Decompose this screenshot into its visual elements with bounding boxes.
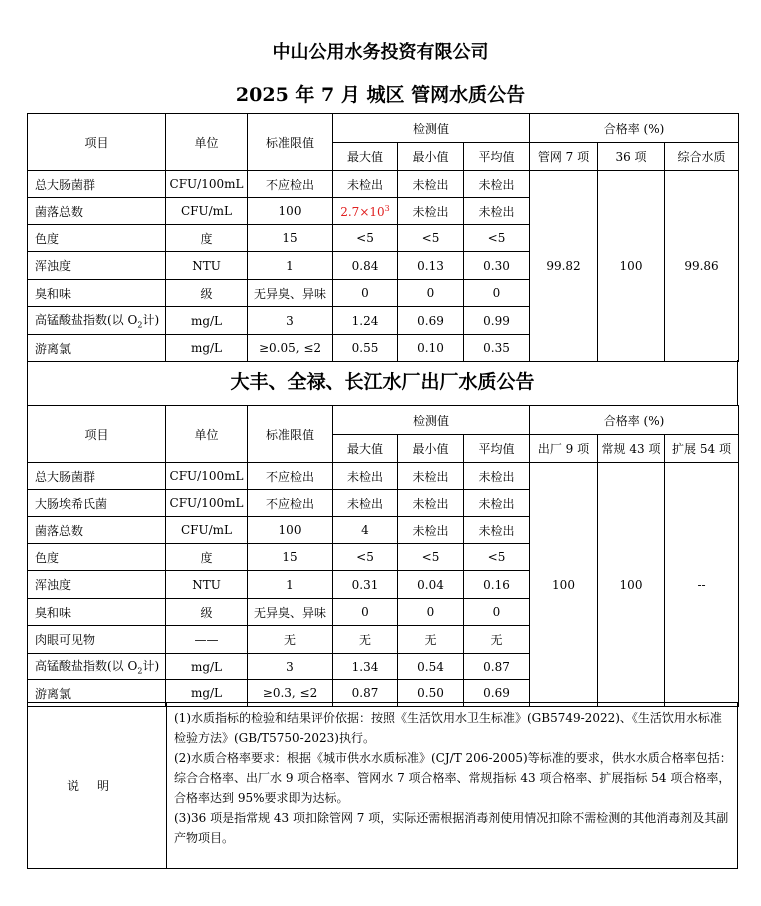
header-avg: 平均值 [464,143,530,171]
table-row [28,171,739,198]
header-max: 最大值 [333,435,398,463]
cell-limit: 无异臭、异味 [248,599,333,626]
cell-limit: 无 [248,626,333,654]
cell-avg: 0.35 [464,335,530,362]
cell-limit: 100 [248,198,333,225]
cell-unit: —— [166,626,248,654]
header-item: 项目 [28,114,166,171]
cell-avg: 0.69 [464,680,530,707]
cell-unit: 度 [166,225,248,252]
report-title: 2025 年 7 月 城区 管网水质公告 [235,84,526,106]
cell-min: 未检出 [398,490,464,517]
header-rate-col: 管网 7 项 [530,143,598,171]
cell-limit: ≥0.3, ≤2 [248,680,333,707]
cell-min: 0.04 [398,571,464,599]
cell-item: 游离氯 [28,680,166,707]
cell-unit: mg/L [166,654,248,680]
cell-avg: 0 [464,280,530,307]
header-limit: 标准限值 [248,114,333,171]
cell-min: 未检出 [398,517,464,544]
cell-unit: CFU/mL [166,198,248,225]
cell-max: 0 [333,599,398,626]
table-row [28,463,739,490]
cell-item: 总大肠菌群 [28,463,166,490]
note-item: (2)水质合格率要求：根据《城市供水水质标准》(CJ/T 206-2005)等标准的要求，供水水质合格率包括：综合合格率、出厂水 9 项合格率、管网水 7 项合格率、常规指标 43 项合格率、扩展指标 54 项合格率，合格率达到 95%要求即为达标。 [174,751,732,805]
cell-avg: 0.16 [464,571,530,599]
cell-min: 0.13 [398,252,464,280]
cell-avg: 未检出 [464,463,530,490]
cell-avg: 未检出 [464,171,530,198]
cell-max: <5 [333,544,398,571]
cell-limit: 15 [248,544,333,571]
cell-max: 0.55 [333,335,398,362]
cell-unit: CFU/100mL [166,171,248,198]
header-rate-col: 36 项 [598,143,665,171]
cell-avg: 0.99 [464,307,530,335]
cell-unit: mg/L [166,680,248,707]
cell-unit: mg/L [166,335,248,362]
header-measured: 检测值 [333,406,530,435]
cell-max: 未检出 [333,171,398,198]
header-limit: 标准限值 [248,406,333,463]
notes-text [174,708,732,848]
cell-limit: 1 [248,571,333,599]
header-rate-col: 出厂 9 项 [530,435,598,463]
cell-min: <5 [398,225,464,252]
cell-avg: 无 [464,626,530,654]
cell-limit: 3 [248,654,333,680]
cell-item: 大肠埃希氏菌 [28,490,166,517]
header-rate-col: 扩展 54 项 [665,435,739,463]
cell-max: 0.84 [333,252,398,280]
cell-unit: mg/L [166,307,248,335]
cell-unit: NTU [166,571,248,599]
cell-max: 0.31 [333,571,398,599]
cell-limit: 3 [248,307,333,335]
pass-rate-value: 100 [598,463,665,707]
cell-max: 1.34 [333,654,398,680]
notes-section [27,702,738,869]
cell-unit: NTU [166,252,248,280]
cell-min: 无 [398,626,464,654]
cell-item: 总大肠菌群 [28,171,166,198]
cell-unit: 级 [166,280,248,307]
cell-max: 无 [333,626,398,654]
header-unit: 单位 [166,406,248,463]
pass-rate-value: 100 [598,171,665,362]
cell-max: 0.87 [333,680,398,707]
cell-avg: <5 [464,225,530,252]
cell-limit: 无异臭、异味 [248,280,333,307]
cell-min: 未检出 [398,463,464,490]
cell-item: 游离氯 [28,335,166,362]
header-avg: 平均值 [464,435,530,463]
cell-item: 色度 [28,225,166,252]
header-pass-rate: 合格率 (%) [530,406,739,435]
cell-min: 0 [398,599,464,626]
network-water-quality-table [27,113,739,362]
cell-avg: 0.87 [464,654,530,680]
cell-min: <5 [398,544,464,571]
cell-item: 肉眼可见物 [28,626,166,654]
header-rate-col: 综合水质 [665,143,739,171]
cell-item: 菌落总数 [28,198,166,225]
cell-item: 浑浊度 [28,252,166,280]
cell-avg: 0.30 [464,252,530,280]
header-rate-col: 常规 43 项 [598,435,665,463]
cell-min: 0.10 [398,335,464,362]
header-min: 最小值 [398,143,464,171]
cell-limit: 不应检出 [248,490,333,517]
header-min: 最小值 [398,435,464,463]
cell-max: $2.7\times 10^3$ [333,198,398,225]
cell-item: 臭和味 [28,599,166,626]
cell-avg: 未检出 [464,198,530,225]
cell-min: 未检出 [398,198,464,225]
header-row [28,406,739,435]
cell-max: 0 [333,280,398,307]
cell-unit: 度 [166,544,248,571]
cell-max: 未检出 [333,490,398,517]
cell-unit: CFU/100mL [166,490,248,517]
cell-limit: ≥0.05, ≤2 [248,335,333,362]
header-item: 项目 [28,406,166,463]
cell-min: 0.69 [398,307,464,335]
cell-item: 高锰酸盐指数(以 $O_2$计) [28,654,166,680]
factory-water-quality-table [27,405,739,707]
pass-rate-value: 99.86 [665,171,739,362]
cell-unit: CFU/100mL [166,463,248,490]
cell-item: 高锰酸盐指数(以 $O_2$计) [28,307,166,335]
cell-min: 0 [398,280,464,307]
pass-rate-value: 100 [530,463,598,707]
cell-item: 色度 [28,544,166,571]
cell-max: <5 [333,225,398,252]
header-unit: 单位 [166,114,248,171]
factory-section-title: 大丰、全禄、长江水厂出厂水质公告 [27,360,738,405]
header-measured: 检测值 [333,114,530,143]
note-item: (3)36 项是指常规 43 项扣除管网 7 项，实际还需根据消毒剂使用情况扣除不需检测的其他消毒剂及其副产物项目。 [174,811,729,845]
cell-unit: 级 [166,599,248,626]
cell-avg: 未检出 [464,490,530,517]
cell-min: 0.54 [398,654,464,680]
header-pass-rate: 合格率 (%) [530,114,739,143]
header-max: 最大值 [333,143,398,171]
cell-max: 4 [333,517,398,544]
cell-max: 1.24 [333,307,398,335]
cell-avg: <5 [464,544,530,571]
notes-label: 说明 [28,703,167,868]
cell-min: 0.50 [398,680,464,707]
cell-limit: 15 [248,225,333,252]
pass-rate-value: -- [665,463,739,707]
pass-rate-value: 99.82 [530,171,598,362]
company-name: 中山公用水务投资有限公司 [272,42,489,63]
cell-item: 浑浊度 [28,571,166,599]
cell-max: 未检出 [333,463,398,490]
cell-min: 未检出 [398,171,464,198]
cell-unit: CFU/mL [166,517,248,544]
cell-item: 菌落总数 [28,517,166,544]
header-row [28,114,739,143]
cell-avg: 未检出 [464,517,530,544]
note-item: (1)水质指标的检验和结果评价依据：按照《生活饮用水卫生标准》(GB5749-2022)、《生活饮用水标准检验方法》(GB/T5750-2023)执行。 [174,711,722,745]
cell-limit: 不应检出 [248,171,333,198]
cell-limit: 1 [248,252,333,280]
cell-avg: 0 [464,599,530,626]
cell-item: 臭和味 [28,280,166,307]
cell-limit: 100 [248,517,333,544]
cell-limit: 不应检出 [248,463,333,490]
